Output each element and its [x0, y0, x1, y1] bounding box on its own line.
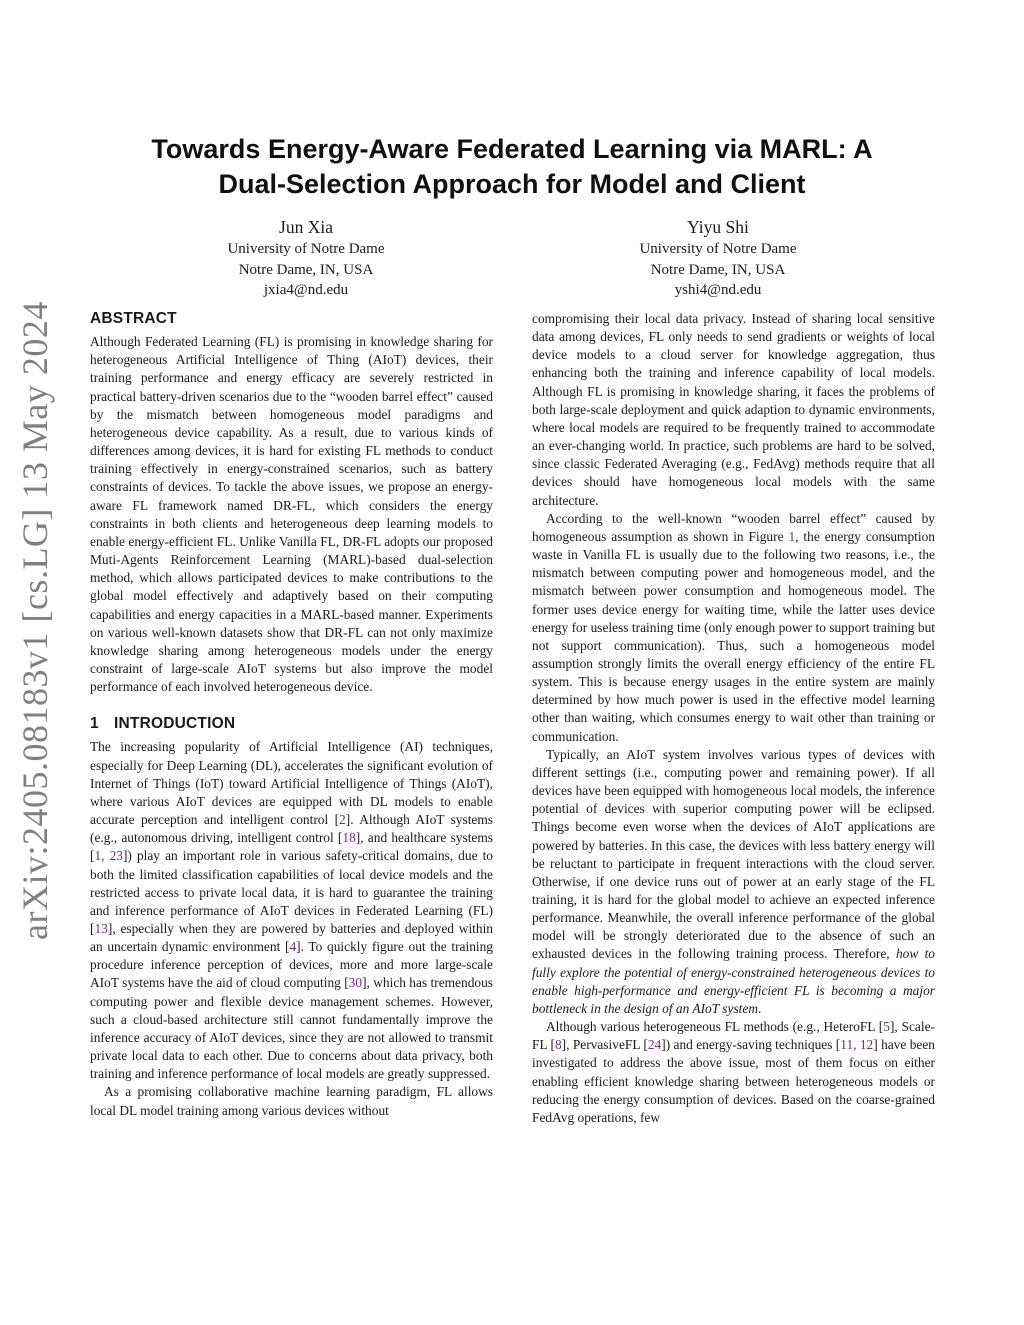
- text-span: ]) play an important role in various safety-critical domains, due to both the limited classification capabilities of local device models and the restricted access to private local data, it is hard to guarantee the training and inference performance of AIoT devices in Federated Learning (FL) [: [90, 848, 493, 936]
- author-block-1: [146, 216, 466, 301]
- intro-paragraph-3: compromising their local data privacy. Instead of sharing local sensitive data among devices, FL only needs to send gradients or weights of local device models to a cloud server for knowledge aggregation, thus enhancing both the training and inference capability of local models. Although FL is promising in knowledge sharing, it faces the problems of both large-scale deployment and quick adaption to dynamic environments, where local models are required to be frequently trained to accommodate an ever-changing world. In practice, such problems are hard to be solved, since classic Federated Averaging (e.g., FedAvg) methods require that all devices should have homogeneous local models with the same architecture.: [532, 311, 935, 508]
- text-span: .: [758, 1000, 762, 1016]
- text-span: ]. To quickly figure out the training procedure inference perception of devices, more and more large-scale AIoT systems have the aid of cloud computing [: [90, 939, 493, 991]
- section-number: 1: [90, 715, 99, 733]
- citation-link[interactable]: 11, 12: [840, 1037, 874, 1053]
- citation-link[interactable]: 30: [348, 975, 363, 991]
- text-span: ], especially when they are powered by batteries and deployed within an uncertain dynamic environment [: [90, 921, 493, 955]
- text-span: Although various heterogeneous FL methods (e.g., HeteroFL [: [546, 1019, 884, 1035]
- abstract-heading: ABSTRACT: [90, 310, 177, 327]
- title-line-2: Dual-Selection Approach for Model and Client: [218, 169, 806, 199]
- paper-title: [80, 132, 944, 202]
- text-span: ]) and energy-saving techniques [: [661, 1037, 841, 1053]
- citation-link[interactable]: 5: [883, 1019, 890, 1035]
- author-block-2: [558, 216, 878, 301]
- intro-paragraph-4: [532, 510, 935, 746]
- author-name: Yiyu Shi: [687, 217, 749, 237]
- author-location: Notre Dame, IN, USA: [650, 261, 786, 278]
- intro-paragraph-1: [90, 738, 493, 1083]
- text-span: ], and healthcare systems [: [90, 830, 493, 864]
- citation-link[interactable]: 8: [554, 1037, 562, 1053]
- text-span: ], PervasiveFL [: [561, 1037, 648, 1053]
- text-span: ], which has tremendous computing power and flexible device management schemes. However, such a cloud-based architecture still cannot fundamentally improve the inference accuracy of AIoT devices, since they are not allowed to transmit private local data to each other. Due to concerns about data privacy, both training and inference performance of local models are greatly suppressed.: [90, 975, 493, 1082]
- citation-link[interactable]: 24: [647, 1037, 662, 1053]
- author-email[interactable]: jxia4@nd.edu: [263, 282, 349, 298]
- author-affiliation: University of Notre Dame: [639, 241, 797, 257]
- section-heading-introduction: [90, 715, 493, 733]
- author-affiliation: University of Notre Dame: [227, 241, 385, 257]
- text-span: According to the well-known “wooden barrel effect” caused by homogeneous assumption as shown in Figure: [532, 510, 935, 544]
- text-span: ], Scale-FL [: [532, 1019, 935, 1053]
- intro-paragraph-6: [532, 1018, 935, 1127]
- citation-link[interactable]: 4: [289, 939, 297, 955]
- text-span: , the energy consumption waste in Vanilla FL is usually due to the following two reasons, i.e., the mismatch between computing power and homogeneous model, and the mismatch between power consumption and homogeneous model. The former uses device energy for waiting time, while the latter uses device energy for useless training time (only enough power to support training but not support communication). Thus, such a homogeneous model assumption strongly limits the overall energy efficiency of the entire FL system. This is because energy usages in the entire system are mainly determined by how much power is used in the effective model learning other than waiting, which consumes energy to wait other than training or communication.: [532, 528, 935, 744]
- section-title: INTRODUCTION: [114, 715, 236, 733]
- arxiv-identifier: arXiv:2405.08183v1 [cs.LG] 13 May 2024: [15, 301, 55, 940]
- text-span: ]. Although AIoT systems (e.g., autonomous driving, intelligent control [: [90, 812, 493, 846]
- text-span: Typically, an AIoT system involves various types of devices with different settings (i.e., computing power and remaining power). If all devices have been equipped with homogeneous local models, the inference potential of devices with superior computing power will be eclipsed. Things become even worse when the devices of AIoT applications are powered by batteries. In this case, the devices with less battery energy will be reluctant to participate in frequent interactions with the cloud server. Otherwise, if one device runs out of power at an early stage of the FL training, it is hard for the global model to achieve an expected inference performance. Meanwhile, the overall inference performance of the global model will be strongly deteriorated due to the absence of such an exhausted devices in the following training process. Therefore,: [532, 746, 935, 962]
- abstract-text: Although Federated Learning (FL) is promising in knowledge sharing for heterogeneous Artificial Intelligence of Thing (AIoT) devices, their training performance and energy efficacy are severely restricted in practical battery-driven scenarios due to the “wooden barrel effect” caused by the mismatch between homogeneous model paradigms and heterogeneous device capability. As a result, due to various kinds of differences among devices, it is hard for existing FL methods to conduct training effectively in energy-constrained scenarios, such as battery constraints of devices. To tackle the above issues, we propose an energy-aware FL framework named DR-FL, which considers the energy constraints in both clients and heterogeneous deep learning models to enable energy-efficient FL. Unlike Vanilla FL, DR-FL adopts our proposed Muti-Agents Reinforcement Learning (MARL)-based dual-selection method, which allows participated devices to make contributions to the global model effectively and adaptively based on their computing capabilities and energy capacities in a MARL-based manner. Experiments on various well-known datasets show that DR-FL can not only maximize knowledge sharing among heterogeneous models under the energy constraint of large-scale AIoT systems but also improve the model performance of each involved heterogeneous device.: [90, 334, 493, 695]
- left-column: [90, 310, 493, 1120]
- emphasis-text: how to fully explore the potential of energy-constrained heterogeneous devices to enable high-performance and energy-efficient FL is becoming a major bottleneck in the design of an AIoT system: [532, 946, 935, 1016]
- author-email[interactable]: yshi4@nd.edu: [674, 282, 762, 298]
- citation-link[interactable]: 1, 23: [94, 848, 123, 864]
- figure-link[interactable]: 1: [788, 528, 796, 544]
- author-location: Notre Dame, IN, USA: [238, 261, 374, 278]
- title-line-1: Towards Energy-Aware Federated Learning via MARL: A: [151, 134, 873, 164]
- intro-paragraph-2: As a promising collaborative machine learning paradigm, FL allows local DL model training among various devices without: [90, 1084, 493, 1118]
- author-name: Jun Xia: [279, 217, 333, 237]
- text-span: ] have been investigated to address the above issue, most of them focus on either enabling efficient knowledge sharing between heterogeneous models or reducing the energy consumption of devices. Based on the coarse-grained FedAvg operations, few: [532, 1037, 936, 1125]
- citation-link[interactable]: 13: [94, 921, 108, 936]
- intro-paragraph-5: [532, 746, 935, 1018]
- citation-link[interactable]: 18: [342, 830, 356, 846]
- right-column: [532, 310, 935, 1127]
- citation-link[interactable]: 2: [339, 812, 346, 828]
- text-span: The increasing popularity of Artificial Intelligence (AI) techniques, especially for Deep Learning (DL), accelerates the significant evolution of Internet of Things (IoT) toward Artificial Intelligence of Things (AIoT), where various AIoT devices are equipped with DL models to enable accurate perception and intelligent control [: [90, 739, 493, 828]
